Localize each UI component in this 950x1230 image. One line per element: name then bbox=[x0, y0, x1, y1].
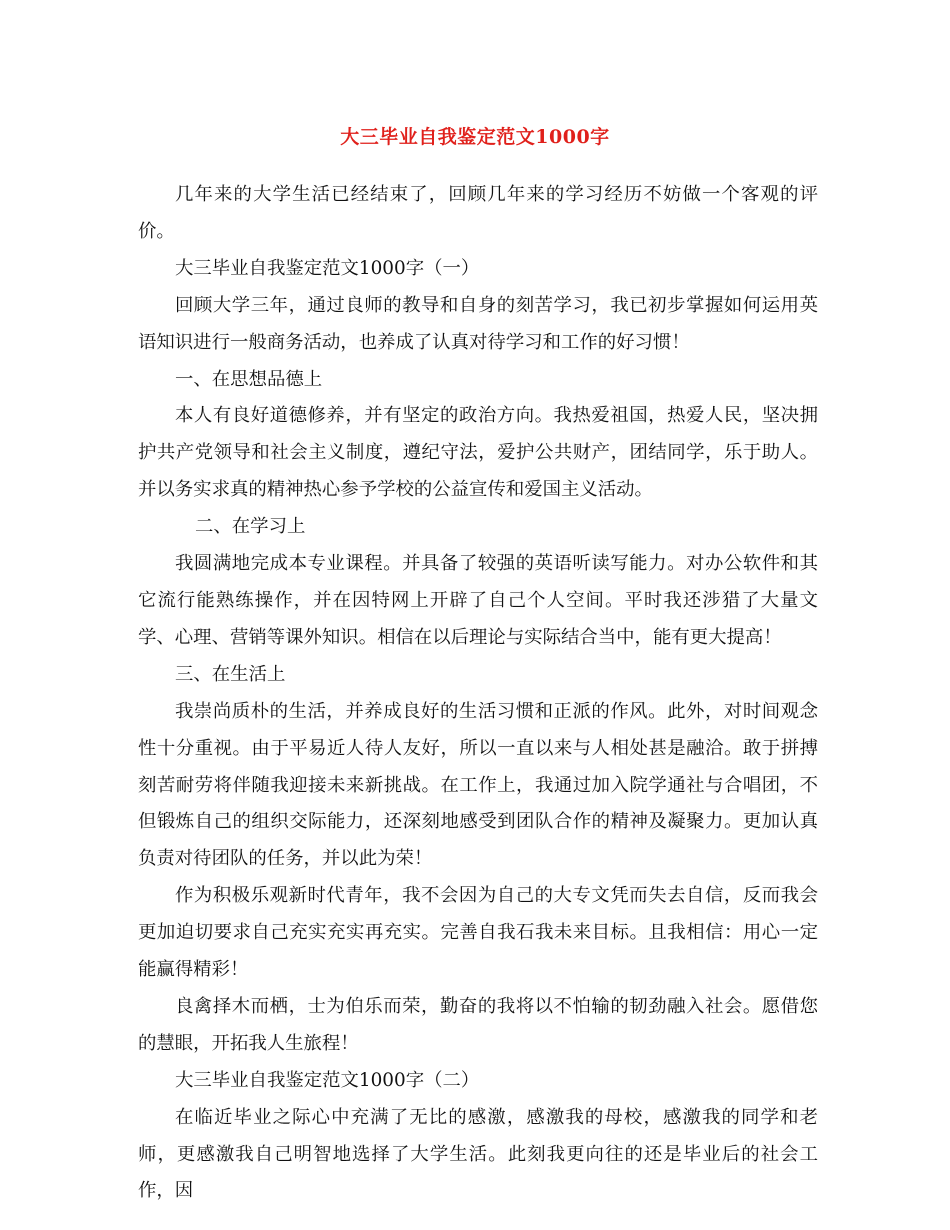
section-heading-2: 大三毕业自我鉴定范文1000字（二） bbox=[175, 1069, 480, 1091]
body-paragraph: 作为积极乐观新时代青年，我不会因为自己的大专文凭而失去自信，反而我会更加迫切要求自己充实充实再充实。完善自我石我未来目标。且我相信：用心一定能赢得精彩！ bbox=[138, 885, 818, 981]
body-paragraph: 我崇尚质朴的生活，并养成良好的生活习惯和正派的作风。此外，对时间观念性十分重视。由于平易近人待人友好，所以一直以来与人相处甚是融洽。敢于拼搏刻苦耐劳将伴随我迎接未来新挑战。在工作上，我通过加入院学通社与合唱团，不但锻炼自己的组织交际能力，还深刻地感受到团队合作的精神及凝聚力。更加认真负责对待团队的任务，并以此为荣！ bbox=[138, 700, 818, 870]
body-paragraph: 本人有良好道德修养，并有坚定的政治方向。我热爱祖国，热爱人民，坚决拥护共产党领导和社会主义制度，遵纪守法，爱护公共财产，团结同学，乐于助人。并以务实求真的精神热心参予学校的公益宣传和爱国主义活动。 bbox=[138, 405, 818, 501]
body-paragraph: 我圆满地完成本专业课程。并具备了较强的英语听读写能力。对办公软件和其它流行能熟练操作，并在因特网上开辟了自己个人空间。平时我还涉猎了大量文学、心理、营销等课外知识。相信在以后理论与实际结合当中，能有更大提高！ bbox=[138, 553, 818, 648]
document-title: 大三毕业自我鉴定范文1000字 bbox=[340, 126, 610, 148]
subheading-morality: 一、在思想品德上 bbox=[175, 368, 323, 390]
subheading-life: 三、在生活上 bbox=[175, 663, 286, 685]
body-paragraph: 回顾大学三年，通过良师的教导和自身的刻苦学习，我已初步掌握如何运用英语知识进行一般商务活动，也养成了认真对待学习和工作的好习惯！ bbox=[138, 294, 818, 353]
document-body bbox=[138, 177, 818, 1210]
body-paragraph: 良禽择木而栖，士为伯乐而荣，勤奋的我将以不怕输的韧劲融入社会。愿借您的慧眼，开拓我人生旅程！ bbox=[138, 995, 818, 1054]
section-heading-1: 大三毕业自我鉴定范文1000字（一） bbox=[175, 257, 480, 279]
body-paragraph: 在临近毕业之际心中充满了无比的感激，感激我的母校，感激我的同学和老师，更感激我自己明智地选择了大学生活。此刻我更向往的还是毕业后的社会工作，因 bbox=[138, 1106, 818, 1202]
subheading-study: 二、在学习上 bbox=[195, 516, 306, 538]
intro-paragraph: 几年来的大学生活已经结束了，回顾几年来的学习经历不妨做一个客观的评价。 bbox=[138, 184, 818, 242]
